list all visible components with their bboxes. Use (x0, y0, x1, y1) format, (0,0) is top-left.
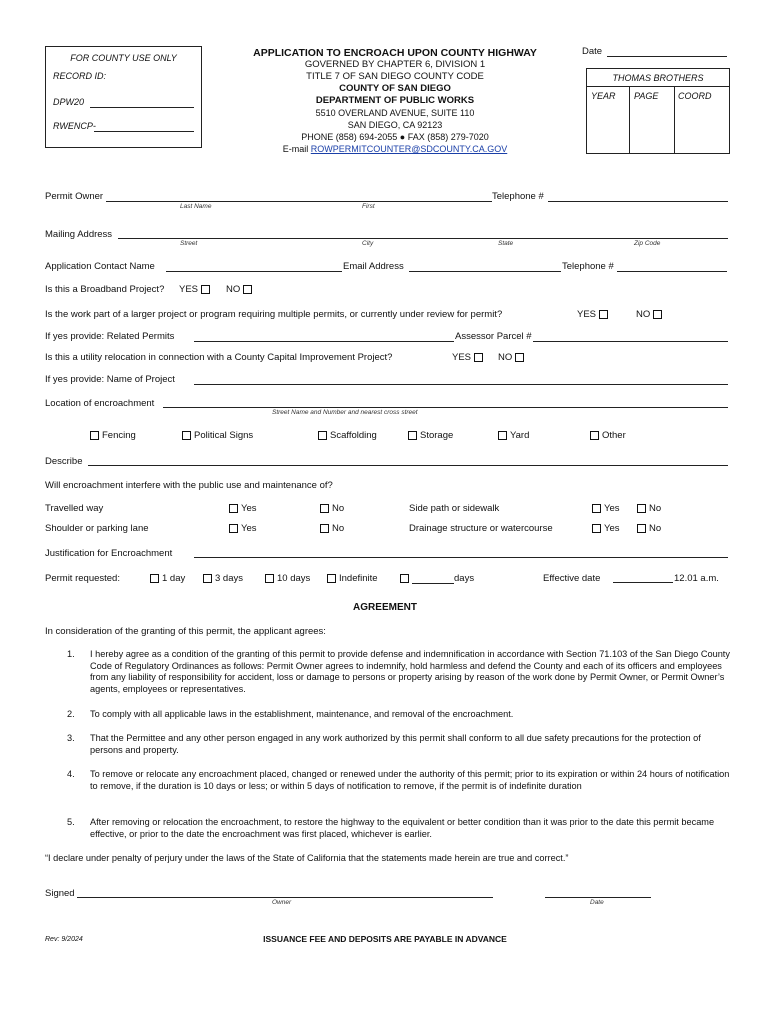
item-number: 1. (67, 649, 75, 659)
state-sub: State (498, 240, 514, 247)
header-phone: PHONE (858) 694-2055 ● FAX (858) 279-7020 (301, 132, 489, 142)
checkbox-icon (318, 431, 327, 440)
signature-field[interactable] (77, 897, 493, 898)
agreement-item-4: To remove or relocate any encroachment placed, changed or renewed under the authority of this permit; prior to its expiration or within 24 hours of notification to remove, if the duration is 10 days or less; or within 5 days of notification to remove, if the permit is of indefinite duration (90, 769, 730, 791)
checkbox-icon (182, 431, 191, 440)
mailing-field[interactable] (118, 238, 728, 239)
shoulder-yes[interactable]: Yes (229, 523, 257, 534)
agreement-intro: In consideration of the granting of this permit, the applicant agrees: (45, 626, 326, 637)
checkbox-icon (203, 574, 212, 583)
rwencp-field[interactable] (94, 131, 194, 132)
utility-label: Is this a utility relocation in connection with a County Capital Improvement Project? (45, 352, 393, 363)
drainage-yes[interactable]: Yes (592, 523, 620, 534)
rwencp-label: RWENCP- (53, 121, 96, 131)
email-address-field[interactable] (409, 271, 561, 272)
header-line-1: GOVERNED BY CHAPTER 6, DIVISION 1 (304, 59, 486, 70)
agreement-title: AGREEMENT (353, 602, 417, 613)
travelled-label: Travelled way (45, 503, 104, 514)
dpw20-field[interactable] (90, 107, 194, 108)
mailing-label: Mailing Address (45, 229, 113, 240)
checkbox-icon (498, 431, 507, 440)
broadband-yes[interactable]: YES (179, 284, 213, 295)
checkbox-icon (590, 431, 599, 440)
checkbox-icon (599, 310, 608, 319)
broadband-no[interactable]: NO (226, 284, 255, 295)
type-storage[interactable]: Storage (408, 430, 453, 441)
justification-field[interactable] (194, 557, 728, 558)
telephone-field[interactable] (548, 201, 728, 202)
sign-date-field[interactable] (545, 897, 651, 898)
date-sub: Date (590, 899, 604, 906)
item-number: 4. (67, 769, 75, 779)
item-number: 3. (67, 733, 75, 743)
project-name-field[interactable] (194, 384, 728, 385)
county-use-box (45, 46, 202, 148)
checkbox-icon (515, 353, 524, 362)
year-col: YEAR (591, 91, 616, 101)
permit-requested-label: Permit requested: (45, 573, 120, 584)
type-other[interactable]: Other (590, 430, 626, 441)
checkbox-icon (637, 504, 646, 513)
checkbox-icon (592, 504, 601, 513)
describe-label: Describe (45, 456, 83, 467)
header-line-6: SAN DIEGO, CA 92123 (347, 120, 443, 130)
effective-time: 12.01 a.m. (674, 573, 719, 584)
email-address-label: Email Address (343, 261, 404, 272)
checkbox-icon (408, 431, 417, 440)
larger-no[interactable]: NO (636, 309, 665, 320)
checkbox-icon (320, 504, 329, 513)
type-yard[interactable]: Yard (498, 430, 529, 441)
owner-sub: Owner (272, 899, 292, 906)
signed-label: Signed (45, 888, 75, 899)
utility-yes[interactable]: YES (452, 352, 486, 363)
telephone2-field[interactable] (617, 271, 727, 272)
describe-field[interactable] (88, 465, 728, 466)
shoulder-label: Shoulder or parking lane (45, 523, 149, 534)
coord-col: COORD (678, 91, 712, 101)
duration-1-day[interactable]: 1 day (150, 573, 185, 584)
zip-sub: Zip Code (634, 240, 661, 247)
header-line-4: DEPARTMENT OF PUBLIC WORKS (315, 95, 475, 106)
agreement-item-3: That the Permittee and any other person engaged in any work authorized by this permit shall conform to all due safety precautions for the protection of persons and property. (90, 733, 701, 755)
location-sub: Street Name and Number and nearest cross street (272, 409, 418, 416)
page-col: PAGE (634, 91, 659, 101)
thomas-brothers-box (586, 68, 730, 154)
type-political-signs[interactable]: Political Signs (182, 430, 253, 441)
agreement-item-1: I hereby agree as a condition of the granting of this permit to provide defense and indemnification in accordance with Section 71.103 of the San Diego County Code of Regulatory Ordinances as follows: Permit Owner agrees to indemnify, hold harmless and defend the County and each of its officers and employees from any liability of responsibility for accident, loss or damage to persons or property arising by reason of the work done by Permit Owner, or Permit Owner’s agents, employees or representatives. (90, 649, 730, 694)
drainage-no[interactable]: No (637, 523, 661, 534)
checkbox-icon (327, 574, 336, 583)
larger-project-label: Is the work part of a larger project or program requiring multiple permits, or currently under review for permit? (45, 309, 503, 320)
contact-field[interactable] (166, 271, 342, 272)
side-path-yes[interactable]: Yes (592, 503, 620, 514)
utility-no[interactable]: NO (498, 352, 527, 363)
email-link[interactable]: ROWPERMITCOUNTER@SDCOUNTY.CA.GOV (310, 144, 508, 154)
county-use-title: FOR COUNTY USE ONLY (70, 53, 177, 63)
header-line-3: COUNTY OF SAN DIEGO (339, 83, 451, 94)
email-label: E-mail (282, 144, 309, 154)
checkbox-icon (400, 574, 409, 583)
first-name-sub: First (362, 203, 375, 210)
checkbox-icon (201, 285, 210, 294)
side-path-no[interactable]: No (637, 503, 661, 514)
effective-date-field[interactable] (613, 582, 673, 583)
project-name-label: If yes provide: Name of Project (45, 374, 175, 385)
checkbox-icon (592, 524, 601, 533)
fee-notice: ISSUANCE FEE AND DEPOSITS ARE PAYABLE IN ADVANCE (263, 934, 507, 944)
checkbox-icon (637, 524, 646, 533)
form-title: APPLICATION TO ENCROACH UPON COUNTY HIGHWAY (253, 47, 537, 59)
thomas-title: THOMAS BROTHERS (612, 73, 704, 83)
permit-owner-label: Permit Owner (45, 191, 104, 202)
date-label: Date (582, 46, 603, 57)
related-permits-field[interactable] (194, 341, 454, 342)
checkbox-icon (243, 285, 252, 294)
type-fencing[interactable]: Fencing (90, 430, 136, 441)
contact-label: Application Contact Name (45, 261, 155, 272)
header-line-5: 5510 OVERLAND AVENUE, SUITE 110 (315, 108, 475, 118)
item-number: 2. (67, 709, 75, 719)
item-number: 5. (67, 817, 75, 827)
larger-yes[interactable]: YES (577, 309, 611, 320)
agreement-item-5: After removing or relocation the encroachment, to restore the highway to the equivalent or better condition than it was prior to the date this permit became effective, or prior to the date the encroachment was first placed, whichever is earlier. (90, 817, 715, 839)
last-name-sub: Last Name (180, 203, 212, 210)
checkbox-icon (265, 574, 274, 583)
header-line-2: TITLE 7 OF SAN DIEGO COUNTY CODE (306, 71, 484, 82)
permit-owner-field[interactable] (106, 201, 492, 202)
record-id-label: RECORD ID: (53, 71, 107, 81)
side-path-label: Side path or sidewalk (409, 503, 500, 514)
duration-indefinite[interactable]: Indefinite (327, 573, 378, 584)
checkbox-icon (229, 504, 238, 513)
location-label: Location of encroachment (45, 398, 155, 409)
checkbox-icon (90, 431, 99, 440)
duration-3-days[interactable]: 3 days (203, 573, 243, 584)
interfere-label: Will encroachment interfere with the public use and maintenance of? (45, 480, 333, 491)
location-field[interactable] (163, 407, 728, 408)
dpw20-label: DPW20 (53, 97, 85, 107)
drainage-label: Drainage structure or watercourse (409, 523, 553, 534)
revision: Rev: 9/2024 (45, 936, 83, 943)
checkbox-icon (320, 524, 329, 533)
checkbox-icon (653, 310, 662, 319)
broadband-label: Is this a Broadband Project? (45, 284, 165, 295)
type-scaffolding[interactable]: Scaffolding (318, 430, 377, 441)
checkbox-icon (229, 524, 238, 533)
checkbox-icon (474, 353, 483, 362)
duration-10-days[interactable]: 10 days (265, 573, 310, 584)
checkbox-icon (150, 574, 159, 583)
declaration: “I declare under penalty of perjury under the laws of the State of California that the statements made herein are true and correct.” (45, 853, 569, 863)
duration-custom[interactable]: days (400, 573, 474, 584)
shoulder-no[interactable]: No (320, 523, 344, 534)
agreement-item-2: To comply with all applicable laws in the establishment, maintenance, and removal of the encroachment. (90, 709, 514, 719)
effective-date-label: Effective date (543, 573, 601, 584)
justification-label: Justification for Encroachment (45, 548, 173, 559)
assessor-field[interactable] (533, 341, 728, 342)
street-sub: Street (180, 240, 198, 247)
travelled-yes[interactable]: Yes (229, 503, 257, 514)
travelled-no[interactable]: No (320, 503, 344, 514)
date-field[interactable] (607, 56, 727, 57)
assessor-label: Assessor Parcel # (455, 331, 532, 342)
related-permits-label: If yes provide: Related Permits (45, 331, 175, 342)
telephone2-label: Telephone # (562, 261, 614, 272)
city-sub: City (362, 240, 374, 247)
telephone-label: Telephone # (492, 191, 544, 202)
